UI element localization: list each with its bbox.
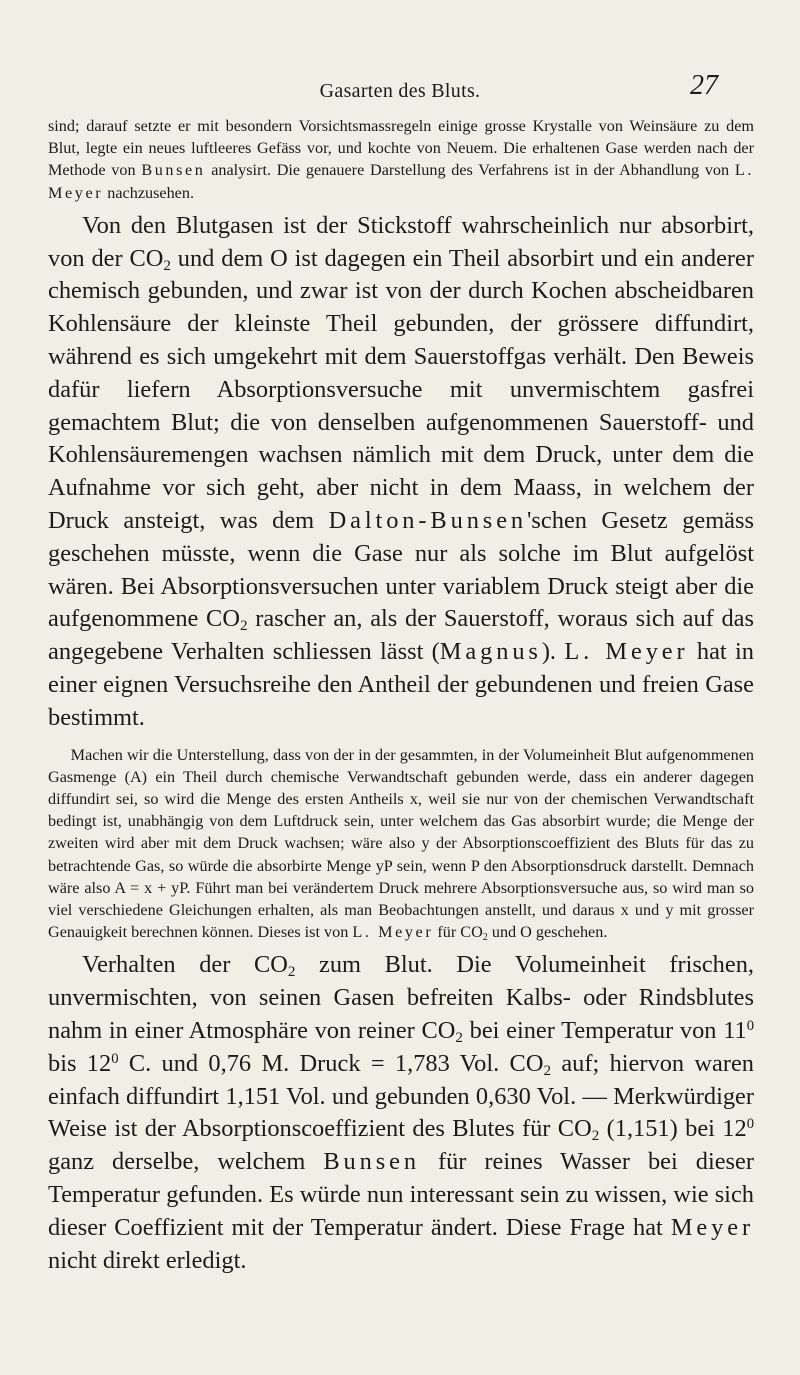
paragraph-co2-behaviour: Verhalten der $CO_2$ zum Blut. Die Volumeinheit frischen, unvermischten, von seinen Gasen befreiten Kalbs- oder Rindsblutes nahm in einer Atmosphäre von reiner $CO_2$ bei einer Temperatur von $11^0$ bis $12^0$ C. und 0,76 M. Druck = 1,783 Vol. $CO_2$ auf; hiervon waren einfach diffundirt 1,151 Vol. und gebunden 0,630 Vol. — Merkwürdiger Weise ist der Absorptionscoeffizient des Blutes für $CO_2$ (1,151) bei $12^0$ ganz derselbe, welchem Bunsen für reines Wasser bei dieser Temperatur gefunden. Es würde nun interessant sein zu wissen, wie sich dieser Coeffizient mit der Temperatur ändert. Diese Frage hat Meyer nicht direkt erledigt. bbox=[48, 951, 754, 1274]
author-name: Bunsen bbox=[323, 1148, 420, 1176]
author-name: L. Meyer bbox=[352, 923, 434, 942]
author-name: Magnus bbox=[439, 638, 542, 666]
paragraph-continuation-small: sind; darauf setzte er mit besondern Vorsichtsmassregeln einige grosse Krystalle von Weinsäure zu dem Blut, legte ein neues luftleeres Gefäss vor, und kochte von Neuem. Die erhaltenen Gase werden nach der Methode von Bunsen analysirt. Die genauere Darstellung des Verfahrens ist in der Abhandlung von L. Meyer nachzusehen. bbox=[48, 117, 754, 202]
author-name: L. Meyer bbox=[564, 638, 689, 666]
author-name: Dalton-Bunsen bbox=[328, 506, 528, 534]
running-head: Gasarten des Bluts. bbox=[319, 80, 481, 102]
author-name: Bunsen bbox=[141, 161, 206, 180]
paragraph-blood-gases: Von den Blutgasen ist der Stickstoff wahrscheinlich nur absorbirt, von der $CO_2$ und dem O ist dagegen ein Theil absorbirt und ein anderer chemisch gebunden, und zwar ist von der durch Kochen abscheidbaren Kohlensäure der kleinste Theil gebunden, der grössere diffundirt, während es sich umgekehrt mit dem Sauerstoffgas verhält. Den Beweis dafür liefern Absorptionsversuche mit unvermischtem gasfrei gemachtem Blut; die von denselben aufgenommenen Sauerstoff- und Kohlensäuremengen wachsen nämlich mit dem Druck, unter dem die Aufnahme vor sich geht, aber nicht in dem Maass, in welchem der Druck ansteigt, was dem Dalton-Bunsen'schen Gesetz gemäss geschehen müsste, wenn die Gase nur als solche im Blut aufgelöst wären. Bei Absorptionsversuchen unter variablem Druck steigt aber die aufgenommene $CO_2$ rascher an, als der Sauerstoff, woraus sich auf das angegebene Verhalten schliessen lässt (Magnus). L. Meyer hat in einer eignen Versuchsreihe den Antheil der gebundenen und freien Gase bestimmt. bbox=[48, 211, 755, 731]
body-text bbox=[48, 115, 754, 1277]
paragraph-absorption-note: Machen wir die Unterstellung, dass von der in der gesammten, in der Volumeinheit Blut aufgenommenen Gasmenge (A) ein Theil durch chemische Verwandtschaft gebunden werde, dass ein anderer dagegen diffundirt sei, so wird die Menge des ersten Antheils x, weil sie nur von der chemischen Verwandtschaft bedingt ist, unabhängig von dem Luftdruck sein, unter welchem das Gas absorbirt wurde; die Menge der zweiten wird aber mit dem Druck wachsen; wäre also y der Absorptionscoeffizient des Bluts für das zu betrachtende Gas, so würde die absorbirte Menge yP sein, wenn P den Absorptionsdruck darstellt. Demnach wäre also A = x + yP. Führt man bei verändertem Druck mehrere Absorptionsversuche aus, so wird man so viel verschiedene Gleichungen erhalten, als man Beobachtungen anstellt, und daraus x und y mit grosser Genauigkeit berechnen können. Dieses ist von L. Meyer für $CO_2$ und O geschehen. bbox=[48, 745, 754, 943]
author-name: L. Meyer bbox=[48, 161, 754, 202]
page-number: 27 bbox=[690, 70, 718, 101]
author-name: Meyer bbox=[670, 1213, 754, 1241]
